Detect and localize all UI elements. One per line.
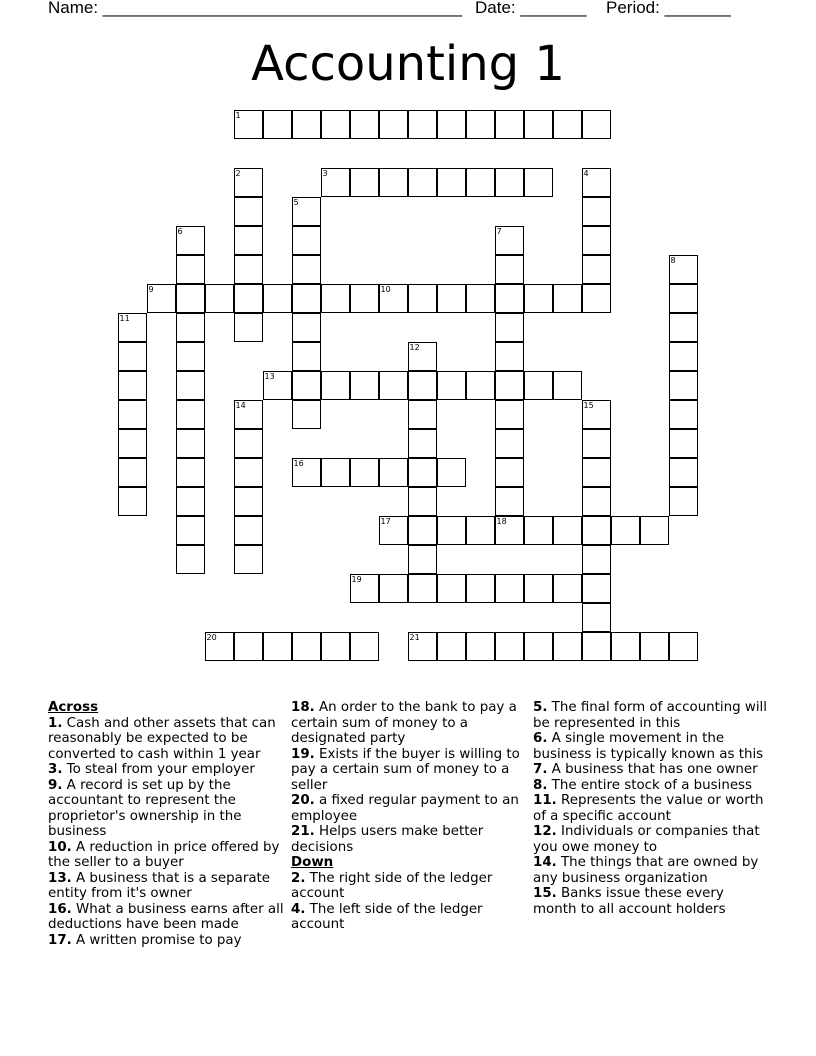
grid-cell[interactable] [669, 313, 698, 342]
grid-cell[interactable] [640, 632, 669, 661]
grid-cell[interactable] [524, 574, 553, 603]
clue-down-14: 14. The things that are owned by any business organization [533, 855, 759, 886]
grid-cell[interactable] [379, 110, 408, 139]
grid-cell[interactable] [669, 342, 698, 371]
clue-across-18: 18. An order to the bank to pay a certain sum of money to a designated party [291, 700, 517, 746]
grid-cell[interactable] [495, 226, 524, 255]
grid-cell[interactable] [437, 632, 466, 661]
grid-cell[interactable] [321, 371, 350, 400]
grid-cell[interactable] [263, 110, 292, 139]
grid-cell[interactable] [495, 371, 524, 400]
grid-cell[interactable] [118, 429, 147, 458]
grid-cell[interactable] [292, 371, 321, 400]
clue-down-2: 2. The right side of the ledger account [291, 870, 493, 901]
grid-cell[interactable] [408, 429, 437, 458]
grid-cell[interactable] [495, 110, 524, 139]
grid-cell[interactable] [611, 516, 640, 545]
grid-cell[interactable] [176, 371, 205, 400]
grid-cell[interactable] [611, 632, 640, 661]
grid-cell[interactable] [582, 516, 611, 545]
grid-cell[interactable] [234, 516, 263, 545]
grid-cell[interactable] [321, 284, 350, 313]
clue-across-20: 20. a fixed regular payment to an employee [291, 793, 519, 824]
grid-cell[interactable] [205, 284, 234, 313]
grid-cell[interactable] [437, 516, 466, 545]
clue-column-1 [48, 700, 284, 948]
grid-cell[interactable] [466, 516, 495, 545]
grid-cell[interactable] [495, 400, 524, 429]
grid-cell[interactable] [292, 632, 321, 661]
grid-cell[interactable] [582, 168, 611, 197]
grid-cell[interactable] [176, 313, 205, 342]
grid-cell[interactable] [263, 632, 292, 661]
grid-cell[interactable] [495, 632, 524, 661]
grid-cell[interactable] [582, 197, 611, 226]
grid-cell[interactable] [292, 458, 321, 487]
grid-cell[interactable] [379, 516, 408, 545]
grid-cell[interactable] [321, 632, 350, 661]
grid-cell[interactable] [582, 574, 611, 603]
grid-cell[interactable] [669, 400, 698, 429]
grid-cell[interactable] [292, 284, 321, 313]
grid-cell[interactable] [292, 400, 321, 429]
grid-cell[interactable] [350, 632, 379, 661]
clue-number: 5 [293, 197, 299, 207]
grid-cell[interactable] [234, 632, 263, 661]
grid-cell[interactable] [205, 632, 234, 661]
grid-cell[interactable] [582, 255, 611, 284]
clue-number: 1 [235, 110, 241, 120]
clue-column-3 [533, 700, 769, 917]
clue-number: 9 [148, 284, 154, 294]
grid-cell[interactable] [176, 545, 205, 574]
grid-cell[interactable] [495, 516, 524, 545]
across-heading: Across [48, 700, 99, 715]
grid-cell[interactable] [379, 574, 408, 603]
grid-cell[interactable] [437, 574, 466, 603]
grid-cell[interactable] [495, 255, 524, 284]
clue-across-13: 13. A business that is a separate entity from it's owner [48, 870, 271, 901]
grid-cell[interactable] [495, 342, 524, 371]
grid-cell[interactable] [379, 284, 408, 313]
clue-down-5: 5. The final form of accounting will be represented in this [533, 700, 768, 731]
clue-number: 18 [496, 516, 507, 526]
grid-cell[interactable] [553, 632, 582, 661]
grid-cell[interactable] [350, 574, 379, 603]
clue-number: 19 [351, 574, 362, 584]
grid-cell[interactable] [350, 371, 379, 400]
grid-cell[interactable] [379, 458, 408, 487]
grid-cell[interactable] [147, 284, 176, 313]
clue-number: 12 [409, 342, 420, 352]
grid-cell[interactable] [408, 487, 437, 516]
grid-cell[interactable] [466, 371, 495, 400]
clue-down-6: 6. A single movement in the business is typically known as this [533, 731, 764, 762]
clue-number: 4 [583, 168, 589, 178]
clue-number: 15 [583, 400, 594, 410]
grid-cell[interactable] [582, 545, 611, 574]
grid-cell[interactable] [524, 284, 553, 313]
grid-cell[interactable] [582, 226, 611, 255]
clue-across-16: 16. What a business earns after all deductions have been made [48, 901, 284, 932]
grid-cell[interactable] [176, 516, 205, 545]
grid-cell[interactable] [669, 429, 698, 458]
grid-cell[interactable] [234, 197, 263, 226]
grid-cell[interactable] [321, 110, 350, 139]
grid-cell[interactable] [495, 429, 524, 458]
grid-cell[interactable] [553, 371, 582, 400]
grid-cell[interactable] [408, 545, 437, 574]
grid-cell[interactable] [350, 168, 379, 197]
grid-cell[interactable] [669, 371, 698, 400]
clue-down-7: 7. A business that has one owner [533, 762, 758, 777]
grid-cell[interactable] [234, 458, 263, 487]
grid-cell[interactable] [234, 487, 263, 516]
clue-down-15: 15. Banks issue these every month to all account holders [533, 886, 726, 917]
clue-down-12: 12. Individuals or companies that you owe money to [533, 824, 760, 855]
grid-cell[interactable] [234, 284, 263, 313]
date-field[interactable]: Date: _______ [475, 0, 587, 17]
grid-cell[interactable] [669, 487, 698, 516]
clue-across-17: 17. A written promise to pay [48, 932, 242, 948]
grid-cell[interactable] [466, 168, 495, 197]
clue-number: 11 [119, 313, 130, 323]
grid-cell[interactable] [437, 110, 466, 139]
clue-down-8: 8. The entire stock of a business [533, 777, 753, 793]
clue-number: 21 [409, 632, 420, 642]
grid-cell[interactable] [292, 255, 321, 284]
clue-across-19: 19. Exists if the buyer is willing to pay a certain sum of money to a seller [291, 746, 520, 793]
grid-cell[interactable] [408, 110, 437, 139]
grid-cell[interactable] [408, 632, 437, 661]
grid-cell[interactable] [553, 284, 582, 313]
clue-number: 14 [235, 400, 246, 410]
clue-across-1: 1. Cash and other assets that can reasonably be expected to be converted to cash within 1 year [48, 715, 276, 762]
grid-cell[interactable] [234, 255, 263, 284]
clue-number: 2 [235, 168, 241, 178]
clue-down-11: 11. Represents the value or worth of a specific account [533, 793, 764, 824]
grid-cell[interactable] [466, 632, 495, 661]
grid-cell[interactable] [118, 342, 147, 371]
grid-cell[interactable] [524, 632, 553, 661]
grid-cell[interactable] [669, 458, 698, 487]
grid-cell[interactable] [495, 574, 524, 603]
grid-cell[interactable] [495, 458, 524, 487]
clue-down-4: 4. The left side of the ledger account [291, 901, 483, 932]
grid-cell[interactable] [582, 458, 611, 487]
grid-cell[interactable] [176, 284, 205, 313]
grid-cell[interactable] [553, 110, 582, 139]
grid-cell[interactable] [118, 458, 147, 487]
grid-cell[interactable] [234, 168, 263, 197]
grid-cell[interactable] [437, 284, 466, 313]
grid-cell[interactable] [350, 458, 379, 487]
grid-cell[interactable] [669, 632, 698, 661]
clue-across-9: 9. A record is set up by the accountant to represent the proprietor's ownership in the business [48, 777, 242, 839]
grid-cell[interactable] [118, 313, 147, 342]
grid-cell[interactable] [292, 197, 321, 226]
clue-number: 20 [206, 632, 217, 642]
grid-cell[interactable] [582, 110, 611, 139]
grid-cell[interactable] [437, 371, 466, 400]
grid-cell[interactable] [176, 429, 205, 458]
grid-cell[interactable] [408, 574, 437, 603]
clue-number: 8 [670, 255, 676, 265]
grid-cell[interactable] [408, 284, 437, 313]
grid-cell[interactable] [495, 168, 524, 197]
grid-cell[interactable] [234, 313, 263, 342]
down-heading: Down [291, 855, 334, 870]
grid-cell[interactable] [263, 371, 292, 400]
clue-across-10: 10. A reduction in price offered by the seller to a buyer [48, 839, 280, 870]
grid-cell[interactable] [176, 255, 205, 284]
grid-cell[interactable] [234, 545, 263, 574]
grid-cell[interactable] [553, 516, 582, 545]
grid-cell[interactable] [408, 342, 437, 371]
grid-cell[interactable] [118, 400, 147, 429]
clue-across-21: 21. Helps users make better decisions [291, 824, 484, 855]
grid-cell[interactable] [524, 110, 553, 139]
clue-number: 16 [293, 458, 304, 468]
grid-cell[interactable] [553, 574, 582, 603]
grid-cell[interactable] [350, 110, 379, 139]
grid-cell[interactable] [408, 371, 437, 400]
grid-cell[interactable] [292, 342, 321, 371]
grid-cell[interactable] [437, 168, 466, 197]
grid-cell[interactable] [321, 458, 350, 487]
name-field[interactable]: Name: ______________________________________ [48, 0, 463, 17]
grid-cell[interactable] [582, 284, 611, 313]
clue-number: 6 [177, 226, 183, 236]
grid-cell[interactable] [408, 400, 437, 429]
grid-cell[interactable] [495, 284, 524, 313]
clue-number: 10 [380, 284, 391, 294]
grid-cell[interactable] [292, 226, 321, 255]
puzzle-title: Accounting 1 [251, 36, 565, 92]
clue-column-2 [291, 700, 523, 933]
grid-cell[interactable] [582, 429, 611, 458]
grid-cell[interactable] [466, 574, 495, 603]
clue-number: 17 [380, 516, 391, 526]
grid-cell[interactable] [176, 400, 205, 429]
grid-cell[interactable] [176, 342, 205, 371]
grid-cell[interactable] [176, 458, 205, 487]
grid-cell[interactable] [350, 284, 379, 313]
grid-cell[interactable] [669, 284, 698, 313]
grid-cell[interactable] [582, 400, 611, 429]
grid-cell[interactable] [408, 168, 437, 197]
grid-cell[interactable] [669, 255, 698, 284]
grid-cell[interactable] [408, 516, 437, 545]
grid-cell[interactable] [582, 603, 611, 632]
clue-number: 7 [496, 226, 502, 236]
grid-cell[interactable] [234, 429, 263, 458]
grid-cell[interactable] [524, 371, 553, 400]
grid-cell[interactable] [582, 632, 611, 661]
grid-cell[interactable] [379, 168, 408, 197]
grid-cell[interactable] [524, 516, 553, 545]
grid-cell[interactable] [524, 168, 553, 197]
grid-cell[interactable] [408, 458, 437, 487]
grid-cell[interactable] [437, 458, 466, 487]
grid-cell[interactable] [176, 487, 205, 516]
grid-cell[interactable] [321, 168, 350, 197]
grid-cell[interactable] [292, 313, 321, 342]
grid-cell[interactable] [176, 226, 205, 255]
grid-cell[interactable] [234, 400, 263, 429]
clue-across-3: 3. To steal from your employer [48, 762, 255, 777]
period-field[interactable]: Period: _______ [606, 0, 731, 17]
grid-cell[interactable] [495, 313, 524, 342]
grid-cell[interactable] [582, 487, 611, 516]
grid-cell[interactable] [234, 226, 263, 255]
clue-number: 3 [322, 168, 328, 178]
grid-cell[interactable] [379, 371, 408, 400]
grid-cell[interactable] [466, 110, 495, 139]
clue-number: 13 [264, 371, 275, 381]
grid-cell[interactable] [118, 371, 147, 400]
grid-cell[interactable] [263, 284, 292, 313]
grid-cell[interactable] [466, 284, 495, 313]
grid-cell[interactable] [495, 487, 524, 516]
grid-cell[interactable] [118, 487, 147, 516]
grid-cell[interactable] [292, 110, 321, 139]
grid-cell[interactable] [640, 516, 669, 545]
grid-cell[interactable] [234, 110, 263, 139]
